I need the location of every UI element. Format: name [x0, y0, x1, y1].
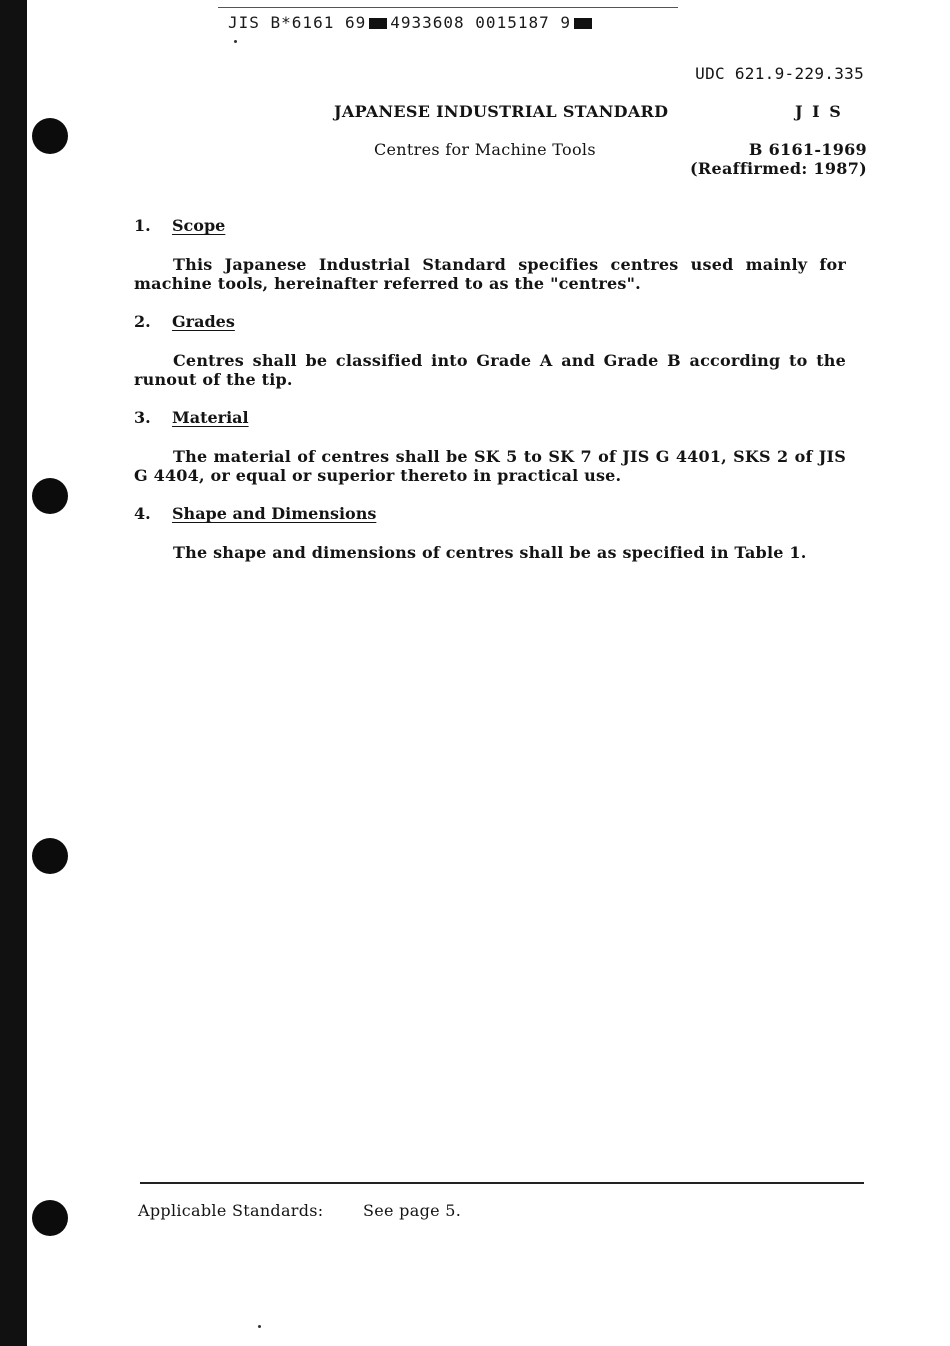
footer-rule: [140, 1182, 864, 1184]
section-3-text: The material of centres shall be SK 5 to SK 7 of JIS G 4401, SKS 2 of JIS G 4404, or equal or superior thereto in practical use.: [134, 447, 846, 485]
section-4-heading: Shape and Dimensions: [172, 504, 377, 523]
section-1-text: This Japanese Industrial Standard specifies centres used mainly for machine tools, hereinafter referred to as the "centres".: [134, 255, 846, 293]
punch-hole-1: [32, 118, 68, 154]
section-4-text: The shape and dimensions of centres shall be as specified in Table 1.: [173, 543, 807, 562]
applicable-standards-label: Applicable Standards:: [138, 1201, 324, 1220]
catalog-code-right: 4933608 0015187 9: [390, 13, 571, 32]
section-1-number: 1.: [134, 216, 151, 235]
section-2-number: 2.: [134, 312, 151, 331]
section-3-heading: Material: [172, 408, 249, 427]
document-title: Centres for Machine Tools: [374, 140, 596, 159]
reaffirmed-note: (Reaffirmed: 1987): [690, 159, 867, 178]
standard-heading: JAPANESE INDUSTRIAL STANDARD: [334, 102, 669, 121]
section-2-text: Centres shall be classified into Grade A and Grade B according to the runout of the tip.: [134, 351, 846, 389]
punch-hole-2: [32, 478, 68, 514]
jis-mark: J I S: [795, 102, 843, 121]
catalog-code-line: [228, 13, 668, 32]
black-block-2: [574, 18, 592, 29]
scan-speck: [258, 1325, 261, 1328]
punch-hole-3: [32, 838, 68, 874]
section-1-heading: Scope: [172, 216, 226, 235]
header-rule: [218, 7, 678, 8]
catalog-code-left: JIS B*6161 69: [228, 13, 367, 32]
standard-number: B 6161-1969: [748, 140, 867, 159]
section-4-number: 4.: [134, 504, 151, 523]
scan-speck: [234, 40, 237, 43]
udc-code: UDC 621.9-229.335: [695, 64, 864, 83]
black-block-1: [369, 18, 387, 29]
punch-hole-4: [32, 1200, 68, 1236]
applicable-standards-value: See page 5.: [363, 1201, 462, 1220]
scan-left-edge: [0, 0, 27, 1346]
section-2-heading: Grades: [172, 312, 235, 331]
section-3-number: 3.: [134, 408, 151, 427]
